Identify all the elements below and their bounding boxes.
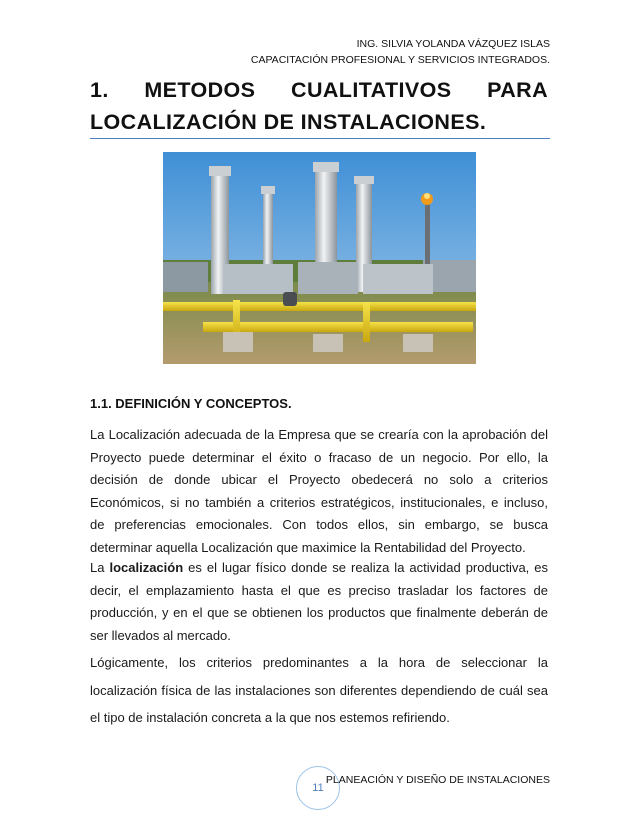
paragraph-2-rest: es el lugar físico donde se realiza la actividad productiva, es decir, el emplazamiento hasta el que es preciso trasladar los factores de producción, y en el que se obtienen los productos que finalmente deberán de ser llevados al mercado. — [90, 560, 549, 643]
header-company: CAPACITACIÓN PROFESIONAL Y SERVICIOS INTEGRADOS. — [250, 54, 550, 66]
paragraph-2-text — [90, 557, 548, 647]
page-header — [251, 36, 550, 68]
paragraph-3-text: Lógicamente, los criterios predominantes a la hora de seleccionar la localización física de las instalaciones son diferentes dependiendo de cuál sea el tipo de instalación concreta a la que nos estemos refiriendo. — [90, 655, 548, 725]
paragraph-2-term: localización — [109, 560, 184, 575]
title-divider — [90, 138, 550, 139]
paragraph-definition — [90, 424, 548, 560]
page-number: 11 — [296, 766, 340, 810]
page-title: 1. METODOS CUALITATIVOS PARA LOCALIZACIÓN DE INSTALACIONES. — [90, 78, 548, 134]
paragraph-1-text: La Localización adecuada de la Empresa que se crearía con la aprobación del Proyecto puede determinar el éxito o fracaso de un negocio. Por ello, la decisión de donde ubicar el Proyecto obedecerá no solo a criterios Económicos, si no también a criterios estratégicos, institucionales, e incluso, de preferencias emocionales. Con todos ellos, sin embargo, se busca determinar aquella Localización que maximice la Rentabilidad del Proyecto. — [90, 427, 548, 555]
footer-course: PLANEACIÓN Y DISEÑO DE INSTALACIONES — [325, 774, 550, 786]
industrial-gas-plant-photo — [163, 152, 476, 364]
section-heading: 1.1. DEFINICIÓN Y CONCEPTOS. — [90, 396, 292, 411]
paragraph-criterios — [90, 649, 548, 732]
paragraph-2-prefix: La — [90, 560, 110, 575]
header-author: ING. SILVIA YOLANDA VÁZQUEZ ISLAS — [356, 38, 550, 50]
paragraph-localizacion — [90, 557, 548, 647]
